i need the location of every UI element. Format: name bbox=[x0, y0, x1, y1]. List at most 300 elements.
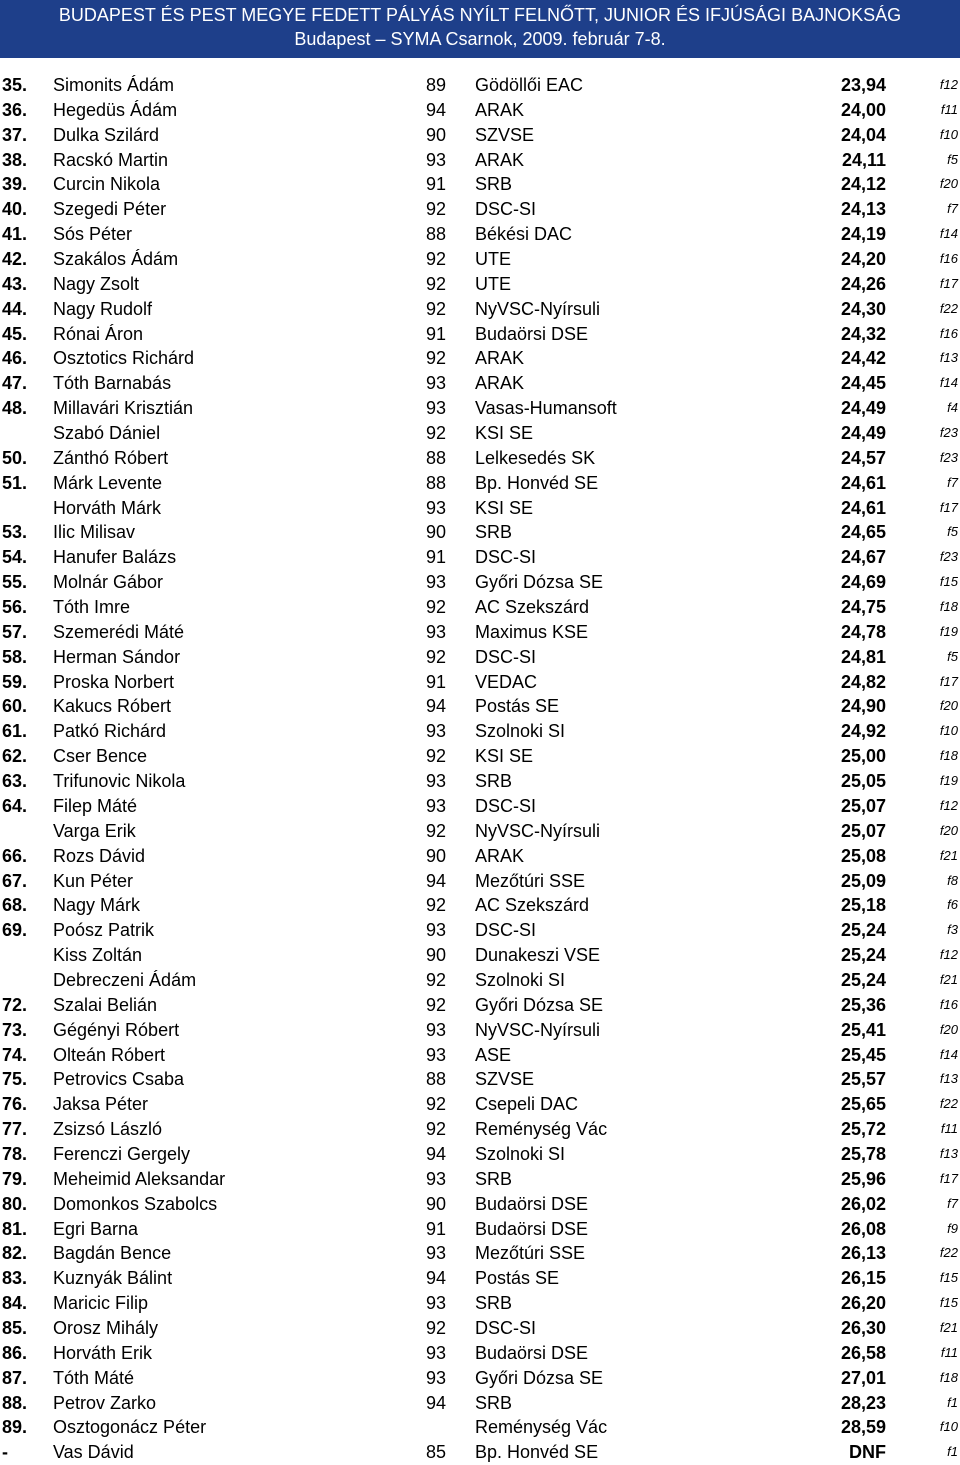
athlete-name: Debreczeni Ádám bbox=[53, 969, 197, 990]
club-name: Postás SE bbox=[475, 696, 560, 717]
heat-number: f21 bbox=[939, 1319, 958, 1335]
club-name: NyVSC-Nyírsuli bbox=[475, 820, 601, 841]
result-row bbox=[0, 794, 960, 819]
result-rank: 50. bbox=[2, 447, 28, 468]
result-time: 24,49 bbox=[840, 423, 886, 444]
venue-date: Budapest – SYMA Csarnok, 2009. február 7-8. bbox=[294, 29, 666, 49]
heat-number: f16 bbox=[939, 996, 958, 1012]
result-rank: 84. bbox=[2, 1293, 28, 1314]
club-name: SRB bbox=[475, 1168, 513, 1189]
club-name: ARAK bbox=[475, 845, 525, 866]
result-rank: 72. bbox=[2, 994, 28, 1015]
result-time: 24,90 bbox=[840, 696, 886, 717]
result-time: 24,61 bbox=[840, 472, 886, 493]
result-time: 24,69 bbox=[840, 572, 886, 593]
result-time: 24,49 bbox=[840, 398, 886, 419]
result-row bbox=[0, 694, 960, 719]
result-time: 25,24 bbox=[840, 945, 886, 966]
result-rank: 66. bbox=[2, 845, 28, 866]
birth-year: 92 bbox=[426, 994, 447, 1015]
results-list bbox=[0, 73, 960, 1465]
result-time: 24,57 bbox=[840, 447, 886, 468]
heat-number: f14 bbox=[939, 1046, 958, 1062]
result-row bbox=[0, 670, 960, 695]
result-row bbox=[0, 893, 960, 918]
birth-year: 88 bbox=[426, 472, 447, 493]
result-row bbox=[0, 222, 960, 247]
birth-year: 93 bbox=[426, 920, 447, 941]
result-row bbox=[0, 396, 960, 421]
birth-year: 94 bbox=[426, 99, 447, 120]
athlete-name: Horváth Erik bbox=[53, 1342, 153, 1363]
birth-year: 93 bbox=[426, 497, 447, 518]
birth-year: 92 bbox=[426, 646, 447, 667]
heat-number: f13 bbox=[939, 350, 958, 366]
athlete-name: Szegedi Péter bbox=[53, 199, 167, 220]
result-rank: 39. bbox=[2, 174, 28, 195]
club-name: DSC-SI bbox=[475, 547, 537, 568]
result-row bbox=[0, 1291, 960, 1316]
result-row bbox=[0, 446, 960, 471]
birth-year: 94 bbox=[426, 1392, 447, 1413]
result-time: 24,92 bbox=[840, 721, 886, 742]
result-time: 25,65 bbox=[840, 1094, 886, 1115]
club-name: Dunakeszi VSE bbox=[475, 945, 601, 966]
result-row bbox=[0, 595, 960, 620]
result-row bbox=[0, 148, 960, 173]
athlete-name: Kuznyák Bálint bbox=[53, 1268, 173, 1289]
result-row bbox=[0, 1415, 960, 1440]
result-row bbox=[0, 819, 960, 844]
athlete-name: Szakálos Ádám bbox=[53, 249, 179, 270]
heat-number: f5 bbox=[947, 524, 958, 540]
heat-number: f7 bbox=[947, 1195, 958, 1211]
athlete-name: Márk Levente bbox=[53, 472, 163, 493]
birth-year: 90 bbox=[426, 124, 447, 145]
club-name: Győri Dózsa SE bbox=[475, 572, 604, 593]
result-rank: 89. bbox=[2, 1417, 28, 1438]
result-row bbox=[0, 744, 960, 769]
result-rank: 83. bbox=[2, 1268, 28, 1289]
result-rank: 60. bbox=[2, 696, 28, 717]
result-rank: 38. bbox=[2, 149, 28, 170]
club-name: ARAK bbox=[475, 348, 525, 369]
club-name: UTE bbox=[475, 249, 511, 270]
birth-year: 93 bbox=[426, 771, 447, 792]
athlete-name: Patkó Richárd bbox=[53, 721, 167, 742]
club-name: KSI SE bbox=[475, 423, 534, 444]
result-row bbox=[0, 869, 960, 894]
result-time: 25,72 bbox=[840, 1119, 886, 1140]
birth-year: 92 bbox=[426, 820, 447, 841]
birth-year: 92 bbox=[426, 895, 447, 916]
athlete-name: Kakucs Róbert bbox=[53, 696, 172, 717]
result-row bbox=[0, 620, 960, 645]
result-time: 25,08 bbox=[840, 845, 886, 866]
club-name: KSI SE bbox=[475, 746, 534, 767]
birth-year: 92 bbox=[426, 1119, 447, 1140]
birth-year: 93 bbox=[426, 149, 447, 170]
result-rank: 81. bbox=[2, 1218, 28, 1239]
result-row bbox=[0, 1018, 960, 1043]
athlete-name: Bagdán Bence bbox=[53, 1243, 172, 1264]
result-rank: 57. bbox=[2, 621, 28, 642]
club-name: ASE bbox=[475, 1044, 512, 1065]
result-time: 25,41 bbox=[840, 1019, 886, 1040]
club-name: Bp. Honvéd SE bbox=[475, 472, 599, 493]
result-rank: 85. bbox=[2, 1317, 28, 1338]
championship-title: BUDAPEST ÉS PEST MEGYE FEDETT PÁLYÁS NYÍLT FELNŐTT, JUNIOR ÉS IFJÚSÁGI BAJNOKSÁG bbox=[58, 5, 902, 25]
birth-year: 92 bbox=[426, 597, 447, 618]
athlete-name: Molnár Gábor bbox=[53, 572, 164, 593]
result-row bbox=[0, 993, 960, 1018]
result-time: 23,94 bbox=[840, 75, 886, 95]
birth-year: 88 bbox=[426, 224, 447, 245]
heat-number: f4 bbox=[947, 400, 958, 416]
result-row bbox=[0, 1117, 960, 1142]
result-row bbox=[0, 1217, 960, 1242]
athlete-name: Vas Dávid bbox=[53, 1442, 134, 1463]
result-rank: 61. bbox=[2, 721, 28, 742]
heat-number: f20 bbox=[939, 176, 958, 192]
result-time: DNF bbox=[849, 1442, 886, 1463]
athlete-name: Ferenczi Gergely bbox=[53, 1143, 191, 1164]
result-row bbox=[0, 520, 960, 545]
heat-number: f5 bbox=[947, 151, 958, 167]
athlete-name: Proska Norbert bbox=[53, 671, 175, 692]
athlete-name: Simonits Ádám bbox=[53, 75, 175, 95]
heat-number: f6 bbox=[947, 897, 958, 913]
club-name: ARAK bbox=[475, 149, 525, 170]
heat-number: f18 bbox=[939, 748, 958, 764]
result-time: 24,26 bbox=[840, 273, 886, 294]
result-row bbox=[0, 844, 960, 869]
result-time: 25,24 bbox=[840, 969, 886, 990]
athlete-name: Rozs Dávid bbox=[53, 845, 146, 866]
birth-year: 93 bbox=[426, 795, 447, 816]
heat-number: f12 bbox=[939, 77, 958, 92]
heat-number: f20 bbox=[939, 1021, 958, 1037]
result-row bbox=[0, 496, 960, 521]
athlete-name: Varga Erik bbox=[53, 820, 136, 841]
result-rank: 63. bbox=[2, 771, 28, 792]
club-name: KSI SE bbox=[475, 497, 534, 518]
athlete-name: Petrov Zarko bbox=[53, 1392, 157, 1413]
result-row bbox=[0, 918, 960, 943]
club-name: ARAK bbox=[475, 99, 525, 120]
athlete-name: Cser Bence bbox=[53, 746, 148, 767]
result-row bbox=[0, 1316, 960, 1341]
birth-year: 92 bbox=[426, 746, 447, 767]
result-time: 24,67 bbox=[840, 547, 886, 568]
result-rank: 87. bbox=[2, 1367, 28, 1388]
athlete-name: Szemerédi Máté bbox=[53, 621, 185, 642]
result-rank: 43. bbox=[2, 273, 28, 294]
heat-number: f15 bbox=[939, 1270, 958, 1286]
heat-number: f17 bbox=[939, 1170, 958, 1186]
result-time: 24,30 bbox=[840, 298, 886, 319]
birth-year: 85 bbox=[426, 1442, 447, 1463]
result-time: 25,07 bbox=[840, 820, 886, 841]
result-time: 24,11 bbox=[841, 149, 886, 170]
club-name: VEDAC bbox=[475, 671, 538, 692]
result-time: 28,59 bbox=[840, 1417, 886, 1438]
result-row bbox=[0, 346, 960, 371]
result-time: 25,00 bbox=[840, 746, 886, 767]
athlete-name: Meheimid Aleksandar bbox=[53, 1168, 226, 1189]
club-name: AC Szekszárd bbox=[475, 895, 590, 916]
birth-year: 93 bbox=[426, 1342, 447, 1363]
birth-year: 91 bbox=[426, 174, 447, 195]
result-time: 26,13 bbox=[840, 1243, 886, 1264]
result-rank: 55. bbox=[2, 572, 28, 593]
heat-number: f5 bbox=[947, 648, 958, 664]
birth-year: 89 bbox=[426, 75, 447, 95]
athlete-name: Tóth Imre bbox=[53, 597, 131, 618]
heat-number: f11 bbox=[940, 1344, 958, 1360]
result-rank: 76. bbox=[2, 1094, 28, 1115]
heat-number: f13 bbox=[939, 1145, 958, 1161]
result-time: 24,61 bbox=[840, 497, 886, 518]
result-time: 24,12 bbox=[840, 174, 886, 195]
result-rank: 80. bbox=[2, 1193, 28, 1214]
result-time: 24,04 bbox=[840, 124, 886, 145]
club-name: Lelkesedés SK bbox=[475, 447, 596, 468]
club-name: SZVSE bbox=[475, 124, 535, 145]
result-row bbox=[0, 943, 960, 968]
result-rank: 36. bbox=[2, 99, 28, 120]
result-rank: 86. bbox=[2, 1342, 28, 1363]
result-row bbox=[0, 1366, 960, 1391]
result-rank: 78. bbox=[2, 1143, 28, 1164]
result-rank: 64. bbox=[2, 795, 28, 816]
athlete-name: Rónai Áron bbox=[53, 323, 144, 344]
page-header bbox=[0, 0, 960, 58]
birth-year: 92 bbox=[426, 298, 447, 319]
birth-year: 92 bbox=[426, 249, 447, 270]
result-rank: 35. bbox=[2, 75, 28, 95]
athlete-name: Szabó Dániel bbox=[53, 423, 161, 444]
heat-number: f23 bbox=[939, 425, 958, 441]
birth-year: 88 bbox=[426, 447, 447, 468]
club-name: Csepeli DAC bbox=[475, 1094, 579, 1115]
heat-number: f10 bbox=[939, 1419, 958, 1435]
club-name: DSC-SI bbox=[475, 920, 537, 941]
athlete-name: Horváth Márk bbox=[53, 497, 162, 518]
result-time: 25,18 bbox=[840, 895, 886, 916]
result-rank: 73. bbox=[2, 1019, 28, 1040]
heat-number: f23 bbox=[939, 549, 958, 565]
result-time: 25,36 bbox=[840, 994, 886, 1015]
birth-year: 93 bbox=[426, 621, 447, 642]
birth-year: 94 bbox=[426, 1268, 447, 1289]
club-name: SZVSE bbox=[475, 1069, 535, 1090]
result-row bbox=[0, 719, 960, 744]
result-time: 24,42 bbox=[840, 348, 886, 369]
club-name: Békési DAC bbox=[475, 224, 573, 245]
athlete-name: Filep Máté bbox=[53, 795, 138, 816]
club-name: SRB bbox=[475, 1293, 513, 1314]
result-time: 28,23 bbox=[840, 1392, 886, 1413]
result-row bbox=[0, 1341, 960, 1366]
result-time: 24,13 bbox=[840, 199, 886, 220]
result-rank: 53. bbox=[2, 522, 28, 543]
athlete-name: Nagy Márk bbox=[53, 895, 141, 916]
result-time: 26,58 bbox=[840, 1342, 886, 1363]
birth-year: 93 bbox=[426, 373, 447, 394]
result-time: 24,19 bbox=[840, 224, 886, 245]
result-rank: 40. bbox=[2, 199, 28, 220]
result-row bbox=[0, 1043, 960, 1068]
club-name: DSC-SI bbox=[475, 199, 537, 220]
club-name: Mezőtúri SSE bbox=[475, 870, 586, 891]
result-time: 24,81 bbox=[840, 646, 886, 667]
club-name: Reménység Vác bbox=[475, 1417, 608, 1438]
club-name: Maximus KSE bbox=[475, 621, 589, 642]
result-rank: 59. bbox=[2, 671, 28, 692]
birth-year: 93 bbox=[426, 398, 447, 419]
result-time: 25,07 bbox=[840, 795, 886, 816]
club-name: DSC-SI bbox=[475, 646, 537, 667]
heat-number: f9 bbox=[947, 1220, 958, 1236]
birth-year: 92 bbox=[426, 423, 447, 444]
result-row bbox=[0, 1167, 960, 1192]
birth-year: 92 bbox=[426, 969, 447, 990]
heat-number: f17 bbox=[939, 275, 958, 291]
athlete-name: Curcin Nikola bbox=[53, 174, 161, 195]
result-time: 24,45 bbox=[840, 373, 886, 394]
heat-number: f14 bbox=[939, 226, 958, 242]
result-row bbox=[0, 123, 960, 148]
athlete-name: Hegedüs Ádám bbox=[53, 99, 178, 120]
birth-year: 92 bbox=[426, 1094, 447, 1115]
result-rank: 88. bbox=[2, 1392, 28, 1413]
result-time: 24,65 bbox=[840, 522, 886, 543]
result-row bbox=[0, 1192, 960, 1217]
heat-number: f23 bbox=[939, 449, 958, 465]
birth-year: 92 bbox=[426, 273, 447, 294]
heat-number: f15 bbox=[939, 1295, 958, 1311]
result-time: 25,96 bbox=[840, 1168, 886, 1189]
result-row bbox=[0, 98, 960, 123]
athlete-name: Tóth Barnabás bbox=[53, 373, 172, 394]
result-rank: 45. bbox=[2, 323, 28, 344]
heat-number: f10 bbox=[939, 723, 958, 739]
result-row bbox=[0, 197, 960, 222]
result-rank: 41. bbox=[2, 224, 28, 245]
athlete-name: Nagy Zsolt bbox=[53, 273, 140, 294]
result-rank: 37. bbox=[2, 124, 28, 145]
result-time: 24,82 bbox=[840, 671, 886, 692]
heat-number: f20 bbox=[939, 698, 958, 714]
birth-year: 94 bbox=[426, 870, 447, 891]
athlete-name: Kiss Zoltán bbox=[53, 945, 143, 966]
result-row bbox=[0, 968, 960, 993]
club-name: Budaörsi DSE bbox=[475, 1342, 589, 1363]
result-time: 26,02 bbox=[840, 1193, 886, 1214]
club-name: AC Szekszárd bbox=[475, 597, 590, 618]
result-row bbox=[0, 1440, 960, 1465]
result-time: 25,05 bbox=[840, 771, 886, 792]
result-time: 24,75 bbox=[840, 597, 886, 618]
athlete-name: Poósz Patrik bbox=[53, 920, 155, 941]
result-time: 24,00 bbox=[840, 99, 886, 120]
result-row bbox=[0, 545, 960, 570]
result-row bbox=[0, 1266, 960, 1291]
birth-year: 93 bbox=[426, 1019, 447, 1040]
result-rank: 46. bbox=[2, 348, 28, 369]
result-row bbox=[0, 1142, 960, 1167]
result-time: 25,78 bbox=[840, 1143, 886, 1164]
result-rank: 47. bbox=[2, 373, 28, 394]
result-rank: 48. bbox=[2, 398, 28, 419]
result-time: 26,08 bbox=[840, 1218, 886, 1239]
result-rank: 44. bbox=[2, 298, 28, 319]
result-time: 26,15 bbox=[840, 1268, 886, 1289]
club-name: SRB bbox=[475, 174, 513, 195]
result-rank: 79. bbox=[2, 1168, 28, 1189]
athlete-name: Jaksa Péter bbox=[53, 1094, 149, 1115]
birth-year: 90 bbox=[426, 1193, 447, 1214]
result-time: 25,24 bbox=[840, 920, 886, 941]
heat-number: f11 bbox=[940, 101, 958, 117]
result-row bbox=[0, 769, 960, 794]
club-name: Szolnoki SI bbox=[475, 969, 566, 990]
club-name: DSC-SI bbox=[475, 1317, 537, 1338]
athlete-name: Petrovics Csaba bbox=[53, 1069, 185, 1090]
club-name: NyVSC-Nyírsuli bbox=[475, 1019, 601, 1040]
result-row bbox=[0, 247, 960, 272]
athlete-name: Kun Péter bbox=[53, 870, 134, 891]
heat-number: f15 bbox=[939, 574, 958, 590]
result-rank: 58. bbox=[2, 646, 28, 667]
club-name: Postás SE bbox=[475, 1268, 560, 1289]
result-time: 26,30 bbox=[840, 1317, 886, 1338]
result-row bbox=[0, 73, 960, 98]
birth-year: 90 bbox=[426, 522, 447, 543]
athlete-name: Olteán Róbert bbox=[53, 1044, 166, 1065]
birth-year: 92 bbox=[426, 199, 447, 220]
athlete-name: Hanufer Balázs bbox=[53, 547, 177, 568]
birth-year: 93 bbox=[426, 721, 447, 742]
birth-year: 93 bbox=[426, 572, 447, 593]
club-name: Győri Dózsa SE bbox=[475, 994, 604, 1015]
athlete-name: Domonkos Szabolcs bbox=[53, 1193, 218, 1214]
result-row bbox=[0, 1067, 960, 1092]
birth-year: 93 bbox=[426, 1044, 447, 1065]
result-row bbox=[0, 1391, 960, 1416]
club-name: Reménység Vác bbox=[475, 1119, 608, 1140]
club-name: SRB bbox=[475, 522, 513, 543]
heat-number: f17 bbox=[939, 499, 958, 515]
heat-number: f12 bbox=[939, 947, 958, 963]
club-name: Szolnoki SI bbox=[475, 721, 566, 742]
result-rank: 56. bbox=[2, 597, 28, 618]
athlete-name: Tóth Máté bbox=[53, 1367, 135, 1388]
result-row bbox=[0, 471, 960, 496]
club-name: Budaörsi DSE bbox=[475, 1218, 589, 1239]
result-time: 26,20 bbox=[840, 1293, 886, 1314]
heat-number: f11 bbox=[940, 1121, 958, 1137]
athlete-name: Trifunovic Nikola bbox=[53, 771, 186, 792]
athlete-name: Nagy Rudolf bbox=[53, 298, 153, 319]
heat-number: f1 bbox=[947, 1444, 958, 1460]
heat-number: f10 bbox=[939, 126, 958, 142]
result-rank: 69. bbox=[2, 920, 28, 941]
heat-number: f16 bbox=[939, 251, 958, 267]
birth-year: 91 bbox=[426, 671, 447, 692]
club-name: UTE bbox=[475, 273, 511, 294]
